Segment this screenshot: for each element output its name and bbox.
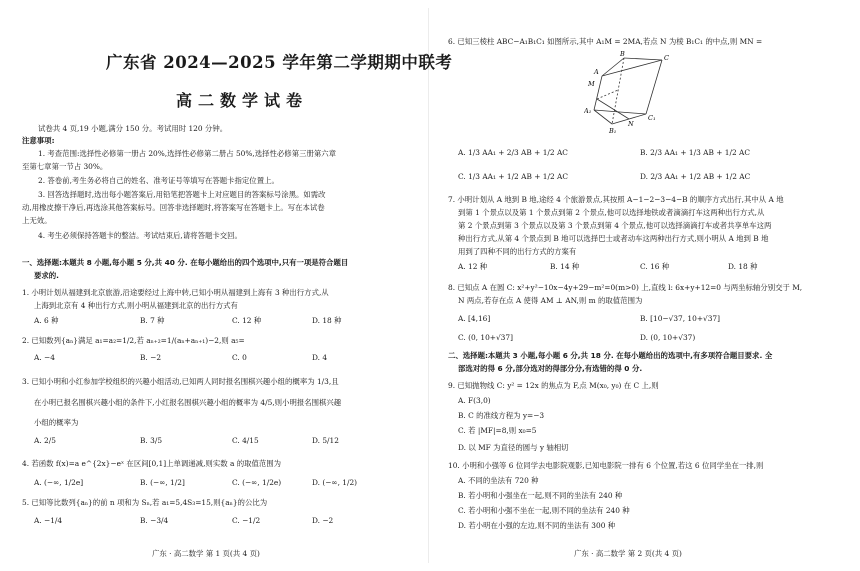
- figure-label-a: A: [594, 68, 599, 76]
- figure-label-b: B: [620, 50, 625, 58]
- q8-option-c: C. (0, 10+√37]: [458, 333, 513, 342]
- q7-option-a: A. 12 种: [458, 262, 488, 271]
- q3-option-d: D. 5/12: [312, 436, 339, 445]
- q5-option-a: A. −1/4: [34, 516, 63, 525]
- q4-option-c: C. (−∞, 1/2e): [232, 478, 282, 487]
- q10-option-d: D. 若小明在小强的左边,则不同的坐法有 300 种: [458, 521, 616, 530]
- q5-option-d: D. −2: [312, 516, 334, 525]
- q4-option-b: B. (−∞, 1/2]: [140, 478, 185, 487]
- q1-option-b: B. 7 种: [140, 316, 165, 325]
- figure-label-a1: A₁: [584, 107, 592, 115]
- exam-info: 试卷共 4 页,19 小题,满分 150 分。考试用时 120 分钟。: [38, 124, 228, 133]
- q9-option-c: C. 若 |MF|=8,则 x₀=5: [458, 426, 537, 435]
- figure-label-m: M: [588, 80, 595, 88]
- section-2-heading-cont: 部选对的得 6 分,部分选对的得部分分,有选错的得 0 分.: [458, 364, 643, 373]
- question-3-cont: 小组的概率为: [34, 418, 79, 427]
- question-4: 4. 若函数 f(x)=a e^{2x}−eˣ 在区间[0,1]上单调递减,则实数 a 的取值范围为: [22, 459, 282, 468]
- q2-option-a: A. −4: [34, 353, 55, 362]
- q5-option-c: C. −1/2: [232, 516, 261, 525]
- figure-label-n: N: [628, 120, 634, 128]
- q3-option-a: A. 2/5: [34, 436, 56, 445]
- section-1-heading: 一、选择题:本题共 8 小题,每小题 5 分,共 40 分. 在每小题给出的四个选项中,只有一项是符合题目: [22, 258, 349, 267]
- note-line: 动,用橡皮擦干净后,再选涂其他答案标号。回答非选择题时,将答案写在答题卡上。写在本试卷: [22, 203, 325, 212]
- q3-option-c: C. 4/15: [232, 436, 259, 445]
- figure-label-b1: B₁: [609, 127, 617, 134]
- question-5: 5. 已知等比数列{aₙ}的前 n 项和为 Sₙ,若 a₁=5,4S₃=15,则{aₙ}的公比为: [22, 498, 268, 507]
- figure-label-c: C: [664, 54, 669, 62]
- page-1: [6, 0, 453, 571]
- page-divider: [428, 8, 429, 563]
- question-2: 2. 已知数列{aₙ}满足 a₁=a₂=1/2,若 aₙ₊₂=1/(aₙ+aₙ₊₁)−2,则 a₅=: [22, 336, 245, 345]
- q6-option-b: B. 2/3 AA₁ + 1/3 AB + 1/2 AC: [640, 148, 751, 157]
- page-footer: 广东 · 高二数学 第 2 页(共 4 页): [574, 549, 682, 558]
- q5-option-b: B. −3/4: [140, 516, 169, 525]
- note-line: 3. 回答选择题时,选出每小题答案后,用铅笔把答题卡上对应题目的答案标号涂黑。如需改: [38, 190, 326, 199]
- q9-option-b: B. C 的准线方程为 y=−3: [458, 411, 545, 420]
- q4-option-a: A. (−∞, 1/2e]: [34, 478, 84, 487]
- question-7-cont: 种出行方式,从第 4 个景点到 B 地可以选择巴士或者动车这两种出行方式,则小明从 A 地到 B 地: [458, 234, 769, 243]
- question-7-cont: 第 2 个景点到第 3 个景点以及第 3 个景点到第 4 个景点,他可以选择滴滴打车或者共享单车这两: [458, 221, 772, 230]
- question-7-cont: 到第 1 个景点以及第 1 个景点到第 2 个景点,他可以选择地铁或者滴滴打车这两种出行方式,从: [458, 208, 765, 217]
- q8-option-d: D. (0, 10+√37): [640, 333, 696, 342]
- notes-heading: 注意事项:: [22, 136, 55, 145]
- q2-option-d: D. 4: [312, 353, 328, 362]
- figure-label-c1: C₁: [648, 114, 656, 122]
- note-line: 1. 考查范围:选择性必修第一册占 20%,选择性必修第二册占 50%,选择性必修第三册第六章: [38, 149, 337, 158]
- q7-option-d: D. 18 种: [728, 262, 758, 271]
- q9-option-a: A. F(3,0): [458, 396, 491, 405]
- note-line: 4. 考生必须保持答题卡的整洁。考试结束后,请将答题卡交回。: [38, 231, 242, 240]
- q7-option-b: B. 14 种: [550, 262, 580, 271]
- q6-option-d: D. 2/3 AA₁ + 1/2 AB + 1/2 AC: [640, 172, 751, 181]
- q7-option-c: C. 16 种: [640, 262, 670, 271]
- q8-option-b: B. [10−√37, 10+√37]: [640, 314, 721, 323]
- q10-option-b: B. 若小明和小强坐在一起,则不同的坐法有 240 种: [458, 491, 623, 500]
- question-10: 10. 小明和小强等 6 位同学去电影院观影,已知电影院一排有 6 个位置,若这 6 位同学坐在一排,则: [448, 461, 764, 470]
- q1-option-a: A. 6 种: [34, 316, 59, 325]
- q6-option-a: A. 1/3 AA₁ + 2/3 AB + 1/2 AC: [458, 148, 568, 157]
- question-1: 1. 小明计划从福建到北京旅游,沿途要经过上海中转,已知小明从福建到上海有 3 种出行方式,从: [22, 288, 329, 297]
- note-line: 上无效。: [22, 216, 52, 225]
- q6-option-c: C. 1/3 AA₁ + 1/2 AB + 1/2 AC: [458, 172, 569, 181]
- q10-option-a: A. 不同的坐法有 720 种: [458, 476, 539, 485]
- q9-option-d: D. 以 MF 为直径的圆与 y 轴相切: [458, 443, 569, 452]
- q2-option-b: B. −2: [140, 353, 162, 362]
- question-9: 9. 已知抛物线 C: y² = 12x 的焦点为 F,点 M(x₀, y₀) 在 C 上,则: [448, 381, 659, 390]
- question-7-cont: 用到了四种不同的出行方式的方案有: [458, 247, 577, 256]
- question-6: 6. 已知三棱柱 ABC−A₁B₁C₁ 如图所示,其中 A₁M = 2MA,若点 N 为棱 B₁C₁ 的中点,则 MN =: [448, 37, 763, 46]
- q1-option-d: D. 18 种: [312, 316, 342, 325]
- q3-option-b: B. 3/5: [140, 436, 163, 445]
- question-3-cont: 在小明已报名围棋兴趣小组的条件下,小红报名围棋兴趣小组的概率为 4/5,则小明报名围棋兴趣: [34, 398, 342, 407]
- q1-option-c: C. 12 种: [232, 316, 262, 325]
- q2-option-c: C. 0: [232, 353, 247, 362]
- question-1-cont: 上海到北京有 4 种出行方式,则小明从福建到北京的出行方式有: [34, 301, 238, 310]
- exam-title: 广东省 2024—2025 学年第二学期期中联考: [106, 53, 453, 72]
- q8-option-a: A. [4,16]: [458, 314, 491, 323]
- q4-option-d: D. (−∞, 1/2): [312, 478, 358, 487]
- question-8-cont: N 两点,若存在点 A 使得 AM ⊥ AN,则 m 的取值范围为: [458, 296, 643, 305]
- note-line: 2. 答卷前,考生务必将自己的姓名、准考证号等填写在答题卡指定位置上。: [38, 176, 279, 185]
- q10-option-c: C. 若小明和小强不坐在一起,则不同的坐法有 240 种: [458, 506, 630, 515]
- question-7: 7. 小明计划从 A 地到 B 地,途经 4 个旅游景点,其按照 A−1−2−3−4−B 的顺序方式出行,其中从 A 地: [448, 195, 784, 204]
- page-2: [436, 0, 854, 571]
- page-footer: 广东 · 高二数学 第 1 页(共 4 页): [152, 549, 260, 558]
- question-8: 8. 已知点 A 在圆 C: x²+y²−10x−4y+29−m²=0(m>0) 上,直线 l: 6x+y+12=0 与两坐标轴分别交于 M,: [448, 283, 803, 292]
- note-line: 至第七章第一节占 30%。: [22, 162, 108, 171]
- section-2-heading: 二、选择题:本题共 3 小题,每小题 6 分,共 18 分. 在每小题给出的选项中,有多项符合题目要求. 全: [448, 351, 773, 360]
- exam-subtitle: 高二数学试卷: [176, 91, 309, 110]
- question-3: 3. 已知小明和小红参加学校组织的兴趣小组活动,已知两人同时报名围棋兴趣小组的概率为 1/3,且: [22, 377, 339, 386]
- section-1-heading-cont: 要求的.: [34, 271, 59, 280]
- prism-figure: [584, 50, 674, 134]
